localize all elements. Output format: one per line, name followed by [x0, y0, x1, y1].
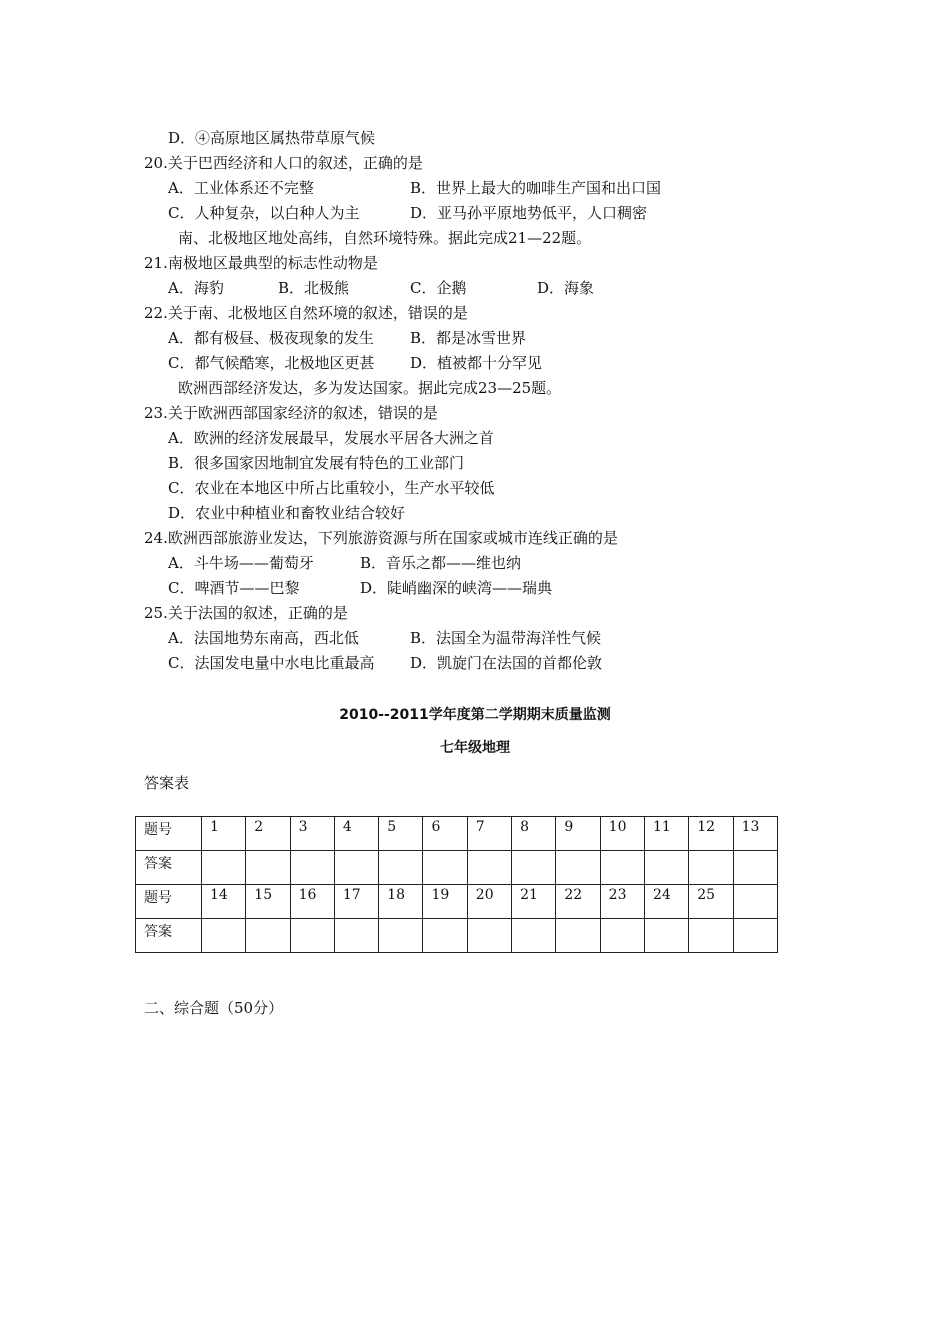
q23-option-b: B．很多国家因地制宜发展有特色的工业部门: [168, 454, 465, 472]
question-number: 25: [689, 885, 733, 919]
question-number: 16: [290, 885, 334, 919]
question-number: 13: [733, 817, 777, 851]
answer-cell[interactable]: [290, 851, 334, 885]
question-number: 8: [512, 817, 556, 851]
section-2-heading: 二、综合题（50分）: [144, 999, 284, 1017]
answer-cell[interactable]: [334, 851, 378, 885]
answer-cell[interactable]: [644, 851, 688, 885]
answer-cell[interactable]: [423, 851, 467, 885]
q24-option-a: A．斗牛场——葡萄牙: [168, 554, 314, 572]
question-number: 17: [334, 885, 378, 919]
answer-cell[interactable]: [733, 851, 777, 885]
question-number: 19: [423, 885, 467, 919]
q25-option-b: B．法国全为温带海洋性气候: [410, 629, 602, 647]
answer-cell[interactable]: [556, 919, 600, 953]
q21-option-a: A．海豹: [168, 279, 224, 297]
table-row: [136, 817, 778, 851]
answer-cell[interactable]: [600, 919, 644, 953]
row-header: 答案: [136, 919, 202, 953]
q20-option-a: A．工业体系还不完整: [168, 179, 314, 197]
q21-option-b: B．北极熊: [278, 279, 350, 297]
question-number: 15: [246, 885, 290, 919]
q22-option-c: C．都气候酷寒，北极地区更甚: [168, 354, 375, 372]
question-number: 11: [644, 817, 688, 851]
answer-cell[interactable]: [467, 851, 511, 885]
table-row: [136, 919, 778, 953]
question-number: 9: [556, 817, 600, 851]
question-number: 23: [600, 885, 644, 919]
answer-cell[interactable]: [202, 851, 246, 885]
exam-title: 2010--2011学年度第二学期期末质量监测: [339, 707, 611, 723]
q19-option-d: D．④高原地区属热带草原气候: [168, 129, 376, 147]
answer-cell[interactable]: [379, 919, 423, 953]
question-number: 10: [600, 817, 644, 851]
question-number: 1: [202, 817, 246, 851]
q25-option-c: C．法国发电量中水电比重最高: [168, 654, 375, 672]
q23-option-d: D．农业中种植业和畜牧业结合较好: [168, 504, 406, 522]
answer-cell[interactable]: [290, 919, 334, 953]
intro-23-25: 欧洲西部经济发达，多为发达国家。据此完成23—25题。: [178, 379, 562, 397]
answer-table: [135, 816, 778, 953]
q25-stem: 25.关于法国的叙述，正确的是: [144, 604, 348, 622]
q24-option-b: B．音乐之都——维也纳: [360, 554, 522, 572]
q20-option-b: B．世界上最大的咖啡生产国和出口国: [410, 179, 662, 197]
table-row: [136, 885, 778, 919]
question-number: 6: [423, 817, 467, 851]
q22-option-b: B．都是冰雪世界: [410, 329, 527, 347]
intro-21-22: 南、北极地区地处高纬，自然环境特殊。据此完成21—22题。: [178, 229, 592, 247]
q21-stem: 21.南极地区最典型的标志性动物是: [144, 254, 378, 272]
question-number: 14: [202, 885, 246, 919]
question-number: 20: [467, 885, 511, 919]
row-header: 题号: [136, 885, 202, 919]
answer-cell[interactable]: [334, 919, 378, 953]
q23-stem: 23.关于欧洲西部国家经济的叙述，错误的是: [144, 404, 438, 422]
question-number: 4: [334, 817, 378, 851]
q23-option-a: A．欧洲的经济发展最早，发展水平居各大洲之首: [168, 429, 494, 447]
answer-cell[interactable]: [246, 851, 290, 885]
q22-option-a: A．都有极昼、极夜现象的发生: [168, 329, 374, 347]
answer-cell[interactable]: [202, 919, 246, 953]
answer-cell[interactable]: [644, 919, 688, 953]
answer-cell[interactable]: [556, 851, 600, 885]
question-number: 12: [689, 817, 733, 851]
q25-option-a: A．法国地势东南高，西北低: [168, 629, 359, 647]
row-header: 答案: [136, 851, 202, 885]
answer-cell[interactable]: [689, 919, 733, 953]
table-row: [136, 851, 778, 885]
answer-cell[interactable]: [512, 919, 556, 953]
q20-option-d: D．亚马孙平原地势低平，人口稠密: [410, 204, 648, 222]
q21-option-c: C．企鹅: [410, 279, 467, 297]
q24-option-c: C．啤酒节——巴黎: [168, 579, 300, 597]
q22-option-d: D．植被都十分罕见: [410, 354, 543, 372]
question-number: [733, 885, 777, 919]
answer-cell[interactable]: [512, 851, 556, 885]
question-number: 24: [644, 885, 688, 919]
q21-option-d: D．海象: [537, 279, 595, 297]
q20-stem: 20.关于巴西经济和人口的叙述，正确的是: [144, 154, 423, 172]
q24-option-d: D．陡峭幽深的峡湾——瑞典: [360, 579, 553, 597]
question-number: 7: [467, 817, 511, 851]
row-header: 题号: [136, 817, 202, 851]
answer-cell[interactable]: [689, 851, 733, 885]
question-number: 18: [379, 885, 423, 919]
q24-stem: 24.欧洲西部旅游业发达，下列旅游资源与所在国家或城市连线正确的是: [144, 529, 618, 547]
answer-cell[interactable]: [246, 919, 290, 953]
question-number: 5: [379, 817, 423, 851]
answer-table-label: 答案表: [144, 774, 190, 792]
answer-cell[interactable]: [467, 919, 511, 953]
q20-option-c: C．人种复杂，以白种人为主: [168, 204, 360, 222]
subject-title: 七年级地理: [440, 740, 510, 756]
answer-cell[interactable]: [733, 919, 777, 953]
answer-cell[interactable]: [379, 851, 423, 885]
answer-cell[interactable]: [423, 919, 467, 953]
question-number: 21: [512, 885, 556, 919]
q23-option-c: C．农业在本地区中所占比重较小，生产水平较低: [168, 479, 495, 497]
q22-stem: 22.关于南、北极地区自然环境的叙述，错误的是: [144, 304, 468, 322]
q25-option-d: D．凯旋门在法国的首都伦敦: [410, 654, 603, 672]
question-number: 3: [290, 817, 334, 851]
answer-cell[interactable]: [600, 851, 644, 885]
question-number: 2: [246, 817, 290, 851]
question-number: 22: [556, 885, 600, 919]
